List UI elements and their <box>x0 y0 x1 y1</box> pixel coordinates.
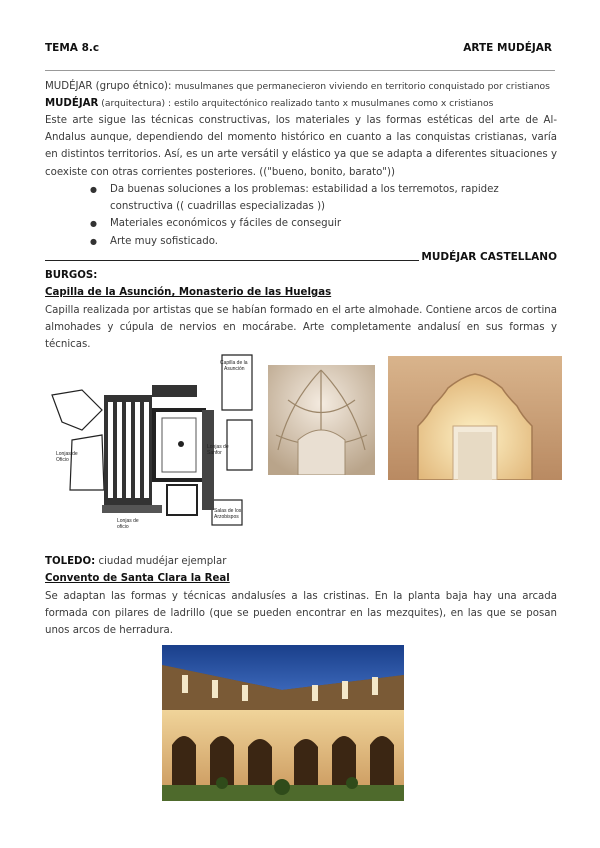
section-label: MUDÉJAR CASTELLANO <box>421 251 557 263</box>
svg-text:Asunción: Asunción <box>224 366 245 372</box>
toledo-monument-title: Convento de Santa Clara la Real <box>45 573 230 584</box>
list-item: ● Da buenas soluciones a los problemas: estabilidad a los terremotos, rapidez constructiva (( cuadrillas especializadas )) <box>90 181 558 215</box>
svg-text:Sanfor: Sanfor <box>207 450 222 456</box>
page-title: ARTE MUDÉJAR <box>463 42 552 54</box>
curtain-arch-photo <box>388 356 562 480</box>
svg-text:Salas de los: Salas de los <box>214 508 242 514</box>
intro-paragraph: Este arte sigue las técnicas constructivas, los materiales y las formas estéticas del arte de Al-Andalus aunque, dependiendo del momento histórico en cuanto a las conquistas cristianas, varía en distintos territorios. Así, es un arte versátil y elástico ya que se adapta a diferentes situaciones y coexiste con otras corrientes posteriores. (("bueno, bonito, barato")) <box>45 115 557 178</box>
toledo-heading: TOLEDO: <box>45 556 96 567</box>
term-definition: (arquitectura) : estilo arquitectónico realizado tanto x musulmanes como x cristianos <box>98 98 494 109</box>
separator-rule <box>45 250 419 261</box>
term-definition: musulmanes que permanecieron viviendo en territorio conquistado por cristianos <box>174 81 550 92</box>
muqarnas-dome-photo <box>268 365 375 475</box>
toledo-heading-line <box>45 553 557 570</box>
features-list <box>90 181 558 250</box>
svg-text:Capilla de la: Capilla de la <box>220 360 248 366</box>
term-mudejar-bold: MUDÉJAR <box>45 98 99 109</box>
toledo-description: Se adaptan las formas y técnicas andalusíes a las cristinas. En la planta baja hay una arcada formada con pilares de ladrillo (que se pueden encontrar en las mezquites), en las que se posan unos arcos de herradura. <box>45 591 557 637</box>
toledo-subtitle: ciudad mudéjar ejemplar <box>95 556 227 567</box>
svg-text:Lonjas de: Lonjas de <box>117 518 139 524</box>
burgos-description: Capilla realizada por artistas que se habían formado en el arte almohade. Contiene arcos de cortina almohades y cúpula de nervios en mocárabe. Arte completamente andalusí en sus formas y técnicas. <box>45 305 557 351</box>
definition-arquitectura <box>45 95 557 112</box>
svg-text:Lonjas de: Lonjas de <box>56 451 78 457</box>
cloister-photo <box>162 645 404 801</box>
topic-label: TEMA 8.c <box>45 42 100 54</box>
svg-text:Lonjas de: Lonjas de <box>207 444 229 450</box>
term-mudejar: MUDÉJAR <box>45 81 93 92</box>
header-divider <box>45 70 555 71</box>
floor-plan-icon <box>42 350 258 540</box>
definition-grupo-etnico <box>45 78 557 95</box>
list-item: ● Arte muy sofisticado. <box>90 233 558 250</box>
term-qualifier: (grupo étnico): <box>92 81 175 92</box>
list-item: ● Materiales económicos y fáciles de conseguir <box>90 215 558 232</box>
burgos-heading: BURGOS: <box>45 270 98 281</box>
svg-text:oficio: oficio <box>117 524 129 530</box>
section-heading-castellano <box>45 250 557 264</box>
svg-text:Arzobispos: Arzobispos <box>214 514 239 520</box>
burgos-monument-title: Capilla de la Asunción, Monasterio de las Huelgas <box>45 287 332 298</box>
svg-text:Oficio: Oficio <box>56 457 69 463</box>
